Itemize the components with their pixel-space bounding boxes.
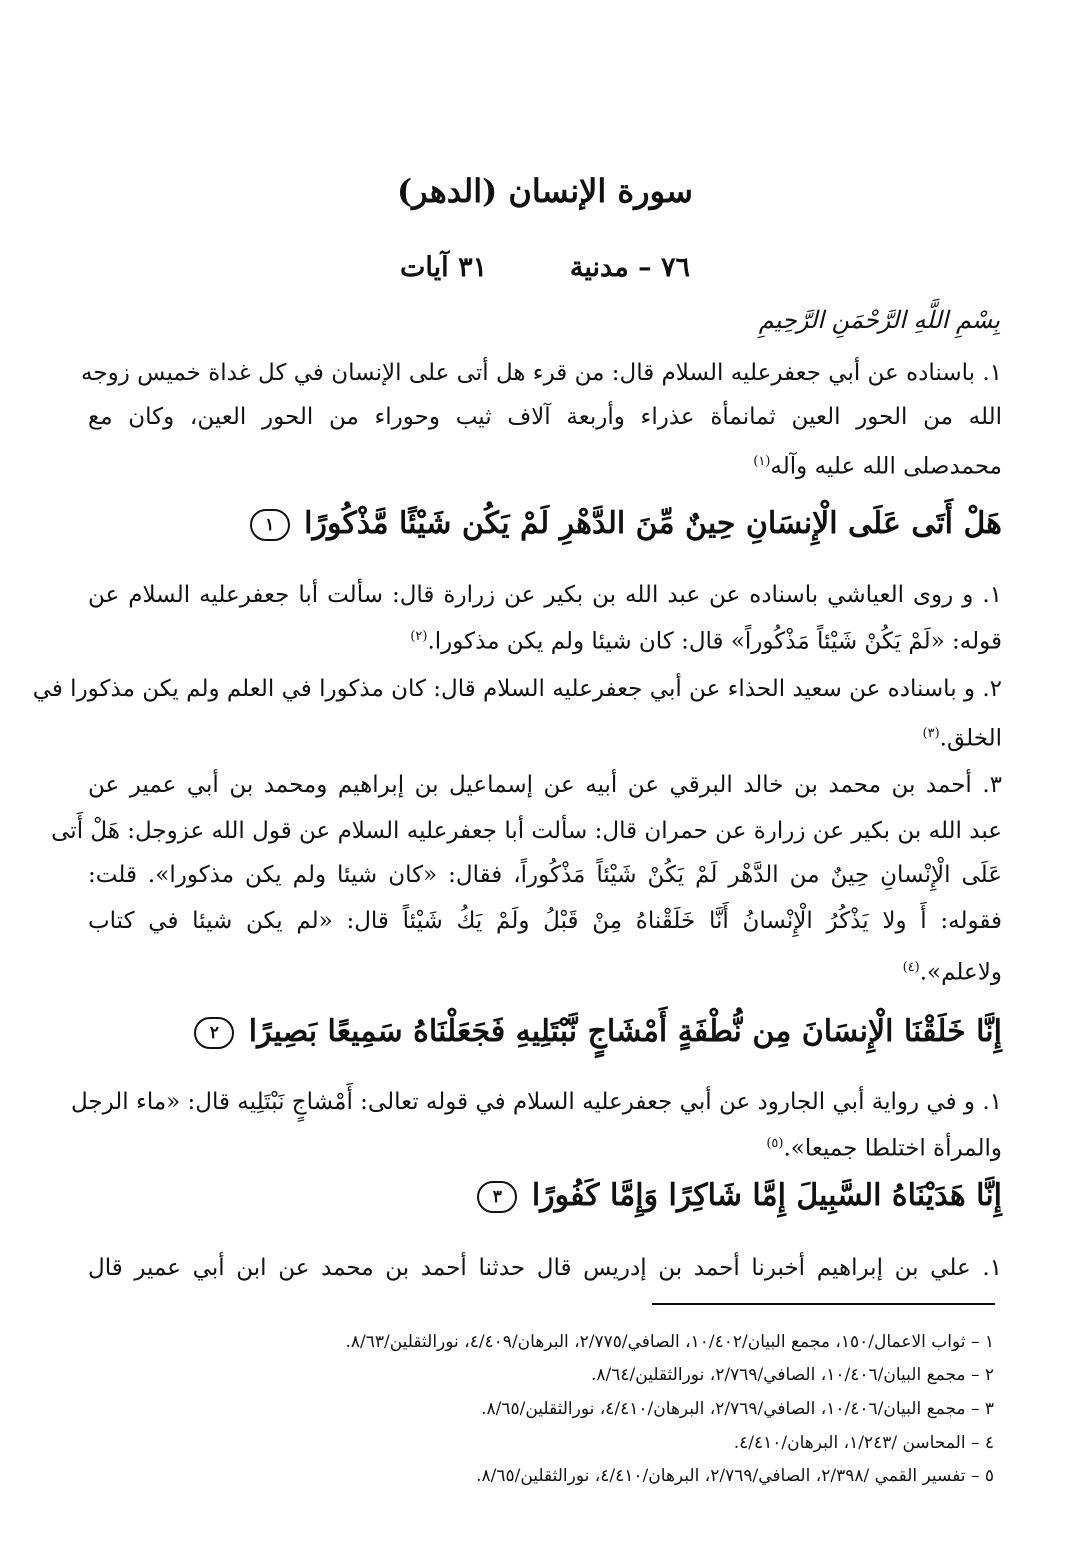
v1-note-2-line-2 (88, 714, 1002, 759)
v1-note-1-line-1: ١. و روى العياشي باسناده عن عبد الله بن بكير عن زرارة قال: سألت أبا جعفرعليه السلام عن (88, 582, 1002, 608)
v1-note-3-line-3: عَلَى الْإِنْسانِ حِينٌ من الدَّهْر لَمْ يَكُنْ شَيْئاً مَذْكُوراً، فقال: «كان شيئا ولم يكن مذكورا». قلت: (88, 862, 1002, 888)
v1-note-2-line-2-text: الخلق. (939, 725, 1002, 752)
v1-note-1-line-2-text: قوله: «لَمْ يَكُنْ شَيْئاً مَذْكُوراً» قال: كان شيئا ولم يكن مذكورا. (427, 628, 1002, 655)
surah-info (0, 252, 1090, 283)
v1-note-3-line-4: فقوله: أَ ولا يَذْكُرُ الْإِنْسانُ أَنَّا خَلَقْناهُ مِنْ قَبْلُ ولَمْ يَكُ شَيْئاً قال: «لم يكن شيئا في كتاب (88, 908, 1002, 934)
v2-note-1-line-2-text: والمرأة اختلطا جميعا». (783, 1135, 1002, 1162)
v1-note-3-line-1: ٣. أحمد بن محمد بن خالد البرقي عن أبيه عن إسماعيل بن إبراهيم ومحمد بن أبي عمير عن (88, 772, 1002, 798)
verse-3-text: إِنَّا هَدَيْنَاهُ السَّبِيلَ إِمَّا شَاكِرًا وَإِمَّا كَفُورًا (531, 1178, 1002, 1213)
v1-note-3-line-5 (88, 948, 1002, 993)
ayah-number-3: ٣ (477, 1181, 517, 1213)
footnote-4: ٤ – المحاسن /١/٢٤٣، البرهان/٤/٤١٠. (733, 1433, 994, 1453)
footnote-ref-2: (٢) (410, 629, 428, 644)
verse-1-text: هَلْ أَتَى عَلَى الْإِنسَانِ حِينٌ مِّنَ الدَّهْرِ لَمْ يَكُن شَيْئًا مَّذْكُورًا (304, 506, 1002, 541)
footnote-ref-3: (٣) (922, 726, 940, 741)
verse-1 (88, 498, 1002, 550)
v2-note-1-line-2 (88, 1124, 1002, 1169)
intro-line-2: الله من الحور العين ثمانمأة عذراء وأربعة آلاف ثيب وحوراء من الحور العين، وكان مع (88, 404, 1002, 430)
footnote-ref-1: (١) (753, 454, 771, 469)
ayah-number-1: ١ (250, 509, 290, 541)
intro-line-1: ١. باسناده عن أبي جعفرعليه السلام قال: من قرء هل أتى على الإنسان في كل غداة خميس زوجه (81, 360, 1002, 386)
footnote-2: ٢ – مجمع البيان/١٠/٤٠٦، الصافي/٢/٧٦٩، نورالثقلين/٨/٦٤. (591, 1365, 994, 1385)
surah-number: ٧٦ – مدنية (569, 252, 690, 283)
ayah-number-2: ٢ (194, 1017, 234, 1049)
surah-title: سورة الإنسان (الدهر) (397, 172, 693, 210)
footnote-3: ٣ – مجمع البيان/١٠/٤٠٦، الصافي/٢/٧٦٩، البرهان/٤/٤١٠، نورالثقلين/٨/٦٥. (481, 1399, 994, 1419)
v1-note-3-line-5-text: ولاعلم». (919, 959, 1002, 986)
intro-line-3 (88, 442, 1002, 487)
footnote-ref-4: (٤) (902, 960, 920, 975)
verse-2-text: إِنَّا خَلَقْنَا الْإِنسَانَ مِن نُّطْفَةٍ أَمْشَاجٍ نَّبْتَلِيهِ فَجَعَلْنَاهُ سَمِيعًا بَصِيرًا (248, 1014, 1002, 1049)
verse-2 (88, 1006, 1002, 1058)
v1-note-1-line-2 (88, 617, 1002, 662)
v3-note-1-line-1: ١. علي بن إبراهيم أخبرنا أحمد بن إدريس قال حدثنا أحمد بن محمد عن ابن أبي عمير قال (88, 1255, 1002, 1281)
intro-line-3-text: محمدصلى الله عليه وآله (770, 453, 1002, 480)
v2-note-1-line-1: ١. و في رواية أبي الجارود عن أبي جعفرعليه السلام في قوله تعالى: أَمْشاجٍ نَبْتَلِيه قال: «ماء الرجل (70, 1089, 1002, 1115)
ayat-count: ٣١ آيات (400, 252, 488, 283)
footnote-5: ٥ – تفسير القمي /٢/٣٩٨، الصافي/٢/٧٦٩، البرهان/٤/٤١٠، نورالثقلين/٨/٦٥. (476, 1466, 994, 1486)
basmala: بِسْمِ اللَّهِ الرَّحْمَنِ الرَّحِيمِ (758, 306, 1000, 334)
v1-note-2-line-1: ٢. و باسناده عن سعيد الحذاء عن أبي جعفرعليه السلام قال: كان مذكورا في العلم ولم يكن مذكورا في (32, 676, 1002, 702)
verse-3 (88, 1170, 1002, 1222)
footnote-divider (652, 1303, 995, 1305)
footnote-ref-5: (٥) (766, 1136, 784, 1151)
footnote-1: ١ – ثواب الاعمال/١٥٠، مجمع البيان/١٠/٤٠٢، الصافي/٢/٧٧٥، البرهان/٤/٤٠٩، نورالثقلين/٨/٦٣. (345, 1332, 994, 1352)
v1-note-3-line-2: عبد الله بن بكير عن زرارة عن حمران قال: سألت أبا جعفرعليه السلام عن قول الله عزوجل: هَلْ أَتى (51, 818, 1002, 844)
